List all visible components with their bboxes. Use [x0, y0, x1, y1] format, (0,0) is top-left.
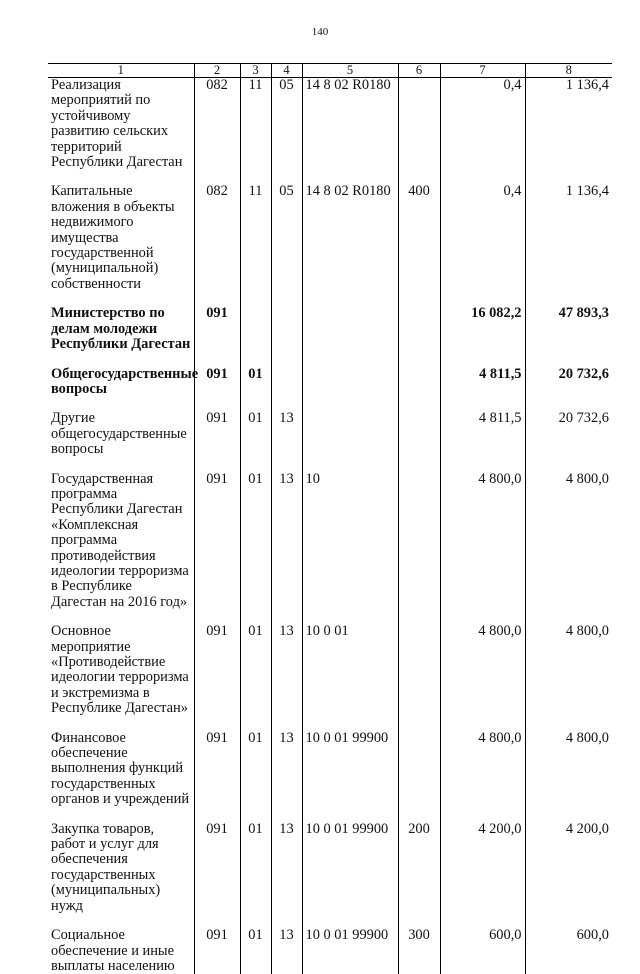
page-number: 140: [311, 26, 329, 38]
row-spacer: [48, 717, 612, 731]
spacer-cell: [440, 610, 525, 624]
column-header: 6: [398, 64, 440, 78]
subsection-code: 05: [271, 184, 302, 292]
spacer-cell: [525, 353, 612, 367]
spacer-cell: [440, 914, 525, 928]
amount-2017: 4 811,5: [440, 367, 525, 398]
spacer-cell: [240, 292, 271, 306]
expense-type-code: [398, 306, 440, 352]
budget-table: [48, 63, 612, 974]
spacer-cell: [525, 397, 612, 411]
amount-2018: 1 136,4: [525, 78, 612, 171]
amount-2018: 4 800,0: [525, 624, 612, 716]
target-article-code: 10 0 01 99900: [302, 822, 398, 914]
expense-type-code: 300: [398, 928, 440, 974]
amount-2018: 47 893,3: [525, 306, 612, 352]
table-row: [48, 624, 612, 716]
spacer-cell: [194, 353, 240, 367]
spacer-cell: [440, 292, 525, 306]
spacer-cell: [48, 170, 194, 184]
spacer-cell: [302, 914, 398, 928]
spacer-cell: [398, 458, 440, 472]
target-article-code: 14 8 02 R0180: [302, 184, 398, 292]
section-code: 01: [240, 472, 271, 611]
spacer-cell: [194, 717, 240, 731]
amount-2018: 20 732,6: [525, 367, 612, 398]
row-name: Государственная программа Республики Дагестан «Комплексная программа противодействия идеологии терроризма в Республике Дагестан на 2016 год»: [51, 470, 189, 610]
chapter-code: 091: [194, 928, 240, 974]
spacer-cell: [440, 808, 525, 822]
spacer-cell: [525, 914, 612, 928]
column-header: 2: [194, 64, 240, 78]
amount-2017: 4 200,0: [440, 822, 525, 914]
spacer-cell: [271, 170, 302, 184]
row-spacer: [48, 914, 612, 928]
spacer-cell: [302, 458, 398, 472]
subsection-code: 05: [271, 78, 302, 171]
spacer-cell: [48, 914, 194, 928]
spacer-cell: [398, 397, 440, 411]
row-spacer: [48, 292, 612, 306]
expense-type-code: [398, 78, 440, 171]
target-article-code: [302, 306, 398, 352]
subsection-code: 13: [271, 472, 302, 611]
row-name: Основное мероприятие «Противодействие идеологии терроризма и экстремизма в Республике Дагестан»: [51, 623, 189, 717]
row-spacer: [48, 353, 612, 367]
spacer-cell: [440, 458, 525, 472]
section-code: 01: [240, 731, 271, 808]
spacer-cell: [48, 292, 194, 306]
table-row: [48, 731, 612, 808]
spacer-cell: [398, 353, 440, 367]
row-name: Министерство по делам молодежи Республики Дагестан: [51, 305, 191, 353]
expense-type-code: [398, 731, 440, 808]
column-header: 1: [48, 64, 194, 78]
column-header: 4: [271, 64, 302, 78]
spacer-cell: [525, 610, 612, 624]
subsection-code: 13: [271, 928, 302, 974]
target-article-code: [302, 411, 398, 457]
spacer-cell: [240, 610, 271, 624]
subsection-code: 13: [271, 624, 302, 716]
spacer-cell: [398, 610, 440, 624]
amount-2017: 4 811,5: [440, 411, 525, 457]
amount-2018: 4 200,0: [525, 822, 612, 914]
spacer-cell: [194, 808, 240, 822]
expense-type-code: [398, 411, 440, 457]
spacer-cell: [271, 353, 302, 367]
spacer-cell: [240, 458, 271, 472]
column-header: 8: [525, 64, 612, 78]
target-article-code: 10: [302, 472, 398, 611]
table-row: [48, 472, 612, 611]
table-row: [48, 78, 612, 171]
amount-2018: 600,0: [525, 928, 612, 974]
section-code: 01: [240, 822, 271, 914]
row-name: Закупка товаров, работ и услуг для обеспечения государственных (муниципальных) нужд: [51, 820, 161, 914]
amount-2017: 4 800,0: [440, 624, 525, 716]
expense-type-code: [398, 624, 440, 716]
table-row: [48, 411, 612, 457]
spacer-cell: [194, 914, 240, 928]
spacer-cell: [240, 397, 271, 411]
row-name: Капитальные вложения в объекты недвижимого имущества государственной (муниципальной) собственности: [51, 183, 175, 292]
row-spacer: [48, 808, 612, 822]
spacer-cell: [194, 292, 240, 306]
section-code: 01: [240, 411, 271, 457]
column-header: 7: [440, 64, 525, 78]
spacer-cell: [271, 717, 302, 731]
expense-type-code: [398, 472, 440, 611]
amount-2017: 4 800,0: [440, 472, 525, 611]
row-name: Реализация мероприятий по устойчивому развитию сельских территорий Республики Дагестан: [51, 77, 183, 171]
spacer-cell: [48, 353, 194, 367]
chapter-code: 091: [194, 624, 240, 716]
spacer-cell: [194, 610, 240, 624]
column-header: 3: [240, 64, 271, 78]
spacer-cell: [398, 914, 440, 928]
table-row: [48, 822, 612, 914]
target-article-code: 10 0 01 99900: [302, 928, 398, 974]
chapter-code: 091: [194, 306, 240, 352]
chapter-code: 082: [194, 184, 240, 292]
spacer-cell: [271, 610, 302, 624]
spacer-cell: [440, 397, 525, 411]
spacer-cell: [525, 808, 612, 822]
row-spacer: [48, 458, 612, 472]
amount-2018: 1 136,4: [525, 184, 612, 292]
spacer-cell: [271, 808, 302, 822]
spacer-cell: [194, 458, 240, 472]
row-name: Социальное обеспечение и иные выплаты населению: [51, 927, 175, 974]
chapter-code: 082: [194, 78, 240, 171]
spacer-cell: [440, 353, 525, 367]
table-row: [48, 367, 612, 398]
section-code: 11: [240, 78, 271, 171]
subsection-code: 13: [271, 731, 302, 808]
spacer-cell: [440, 170, 525, 184]
spacer-cell: [194, 170, 240, 184]
spacer-cell: [240, 717, 271, 731]
section-code: 01: [240, 928, 271, 974]
amount-2017: 0,4: [440, 184, 525, 292]
spacer-cell: [440, 717, 525, 731]
spacer-cell: [240, 914, 271, 928]
spacer-cell: [271, 397, 302, 411]
spacer-cell: [194, 397, 240, 411]
subsection-code: [271, 367, 302, 398]
target-article-code: 10 0 01: [302, 624, 398, 716]
spacer-cell: [302, 353, 398, 367]
spacer-cell: [525, 170, 612, 184]
amount-2018: 20 732,6: [525, 411, 612, 457]
spacer-cell: [302, 170, 398, 184]
row-name: Финансовое обеспечение выполнения функций государственных органов и учреждений: [51, 729, 190, 808]
table-header-row: [48, 64, 612, 78]
spacer-cell: [302, 717, 398, 731]
section-code: [240, 306, 271, 352]
amount-2018: 4 800,0: [525, 472, 612, 611]
spacer-cell: [525, 717, 612, 731]
row-name: Общегосударственные вопросы: [51, 365, 199, 397]
column-header: 5: [302, 64, 398, 78]
spacer-cell: [240, 353, 271, 367]
spacer-cell: [48, 610, 194, 624]
spacer-cell: [240, 808, 271, 822]
expense-type-code: [398, 367, 440, 398]
spacer-cell: [398, 808, 440, 822]
amount-2017: 16 082,2: [440, 306, 525, 352]
table-row: [48, 928, 612, 974]
amount-2017: 600,0: [440, 928, 525, 974]
spacer-cell: [398, 292, 440, 306]
target-article-code: 10 0 01 99900: [302, 731, 398, 808]
spacer-cell: [302, 808, 398, 822]
row-spacer: [48, 610, 612, 624]
spacer-cell: [271, 292, 302, 306]
subsection-code: 13: [271, 411, 302, 457]
chapter-code: 091: [194, 367, 240, 398]
spacer-cell: [398, 717, 440, 731]
chapter-code: 091: [194, 472, 240, 611]
spacer-cell: [48, 458, 194, 472]
row-name: Другие общегосударственные вопросы: [51, 410, 187, 458]
table-row: [48, 306, 612, 352]
spacer-cell: [271, 458, 302, 472]
spacer-cell: [271, 914, 302, 928]
row-spacer: [48, 170, 612, 184]
spacer-cell: [302, 610, 398, 624]
subsection-code: 13: [271, 822, 302, 914]
spacer-cell: [398, 170, 440, 184]
section-code: 01: [240, 624, 271, 716]
spacer-cell: [525, 292, 612, 306]
spacer-cell: [240, 170, 271, 184]
amount-2017: 0,4: [440, 78, 525, 171]
section-code: 01: [240, 367, 271, 398]
spacer-cell: [302, 292, 398, 306]
row-spacer: [48, 397, 612, 411]
spacer-cell: [48, 397, 194, 411]
table-row: [48, 184, 612, 292]
chapter-code: 091: [194, 822, 240, 914]
target-article-code: 14 8 02 R0180: [302, 78, 398, 171]
expense-type-code: 200: [398, 822, 440, 914]
target-article-code: [302, 367, 398, 398]
subsection-code: [271, 306, 302, 352]
spacer-cell: [525, 458, 612, 472]
spacer-cell: [48, 808, 194, 822]
chapter-code: 091: [194, 731, 240, 808]
amount-2018: 4 800,0: [525, 731, 612, 808]
spacer-cell: [48, 717, 194, 731]
spacer-cell: [302, 397, 398, 411]
amount-2017: 4 800,0: [440, 731, 525, 808]
chapter-code: 091: [194, 411, 240, 457]
expense-type-code: 400: [398, 184, 440, 292]
section-code: 11: [240, 184, 271, 292]
